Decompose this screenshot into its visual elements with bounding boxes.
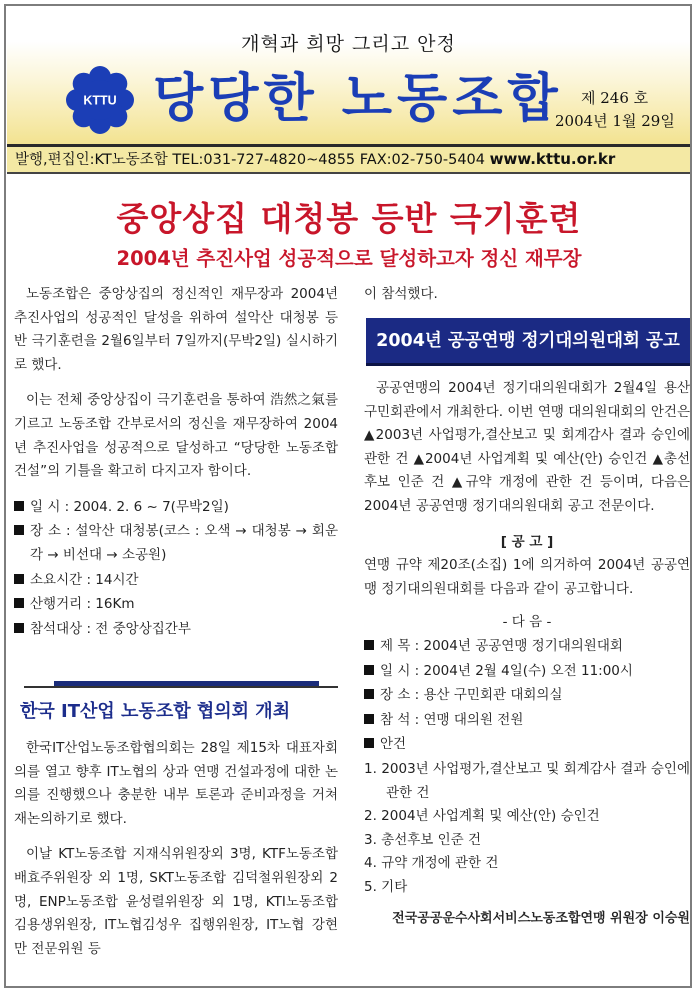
agenda-item: 3. 총선후보 인준 건 [364,831,482,848]
publisher-bar [7,147,690,174]
it-article-heading: 한국 IT산업 노동조합 협의회 개최 [20,701,291,722]
detail-item: 장 소 : 설악산 대청봉(코스 : 오색 → 대청봉 → 회운각 → 비선대 → 소공원) [14,520,338,567]
masthead-title: 당당한 노동조합 [153,69,563,129]
notice-label: [ 공 고 ] [500,533,554,550]
detail-item: 산행거리 : 16Km [14,593,338,617]
publisher-info: 발행,편집인:KT노동조합 TEL:031-727-4820~4855 FAX:02-750-5404 [15,152,486,168]
square-bullet-icon [364,665,374,675]
square-bullet-icon [364,689,374,699]
it-article-body [14,737,338,973]
notice-text: 연맹 규약 제20조(소집) 1에 의거하여 2004년 공공연맹 정기대의원대회를 다음과 같이 공고합니다. [364,557,690,597]
notice-items [364,635,690,757]
agenda-item: 2. 2004년 사업계획 및 예산(안) 승인건 [364,808,600,825]
subheadline: 2004년 추진사업 성공적으로 달성하고자 정신 재무장 [116,247,582,270]
notice-heading: 2004년 공공연맹 정기대의원대회 공고 [366,318,690,366]
article-paragraph: 노동조합은 중앙상집의 정신적인 재무장과 2004년 추진사업의 성공적인 달성을 위하여 설악산 대청봉 등반 극기훈련을 2월6일부터 7일까지(무박2일) 실시하기로 했다. [14,286,338,373]
newsletter-header [7,7,690,147]
signature: 전국공공운수사회서비스노동조합연맹 위원장 이승원 [392,911,690,927]
detail-item: 일 시 : 2004. 2. 6 ~ 7(무박2일) [14,496,338,520]
notice-intro: 공공연맹의 2004년 정기대의원대회가 2월4일 용산 구민회관에서 개최한다. 이번 연맹 대의원대회의 안건은 ▲2003년 사업평가,결산보고 및 회계감사 결과 승인에 관한 건 ▲2004년 사업계획 및 예산(안) 승인건 ▲총선후보 인준 건 ▲규약 개정에 관한 건 등이며, 다음은 2004년 공공연맹 정기대의원대회 공고 전문이다. [364,380,690,514]
square-bullet-icon [14,598,24,608]
training-details [14,496,338,642]
article-paragraph: 한국IT산업노동조합협의회는 28일 제15차 대표자회의를 열고 향후 IT노협의 상과 연맹 건설과정에 대한 논의를 진행했으나 충분한 내부 토론과 준비과정을 거쳐 재논의하기로 했다. [14,740,338,827]
notice-item: 장 소 : 용산 구민회관 대회의실 [364,684,690,708]
section-divider [24,686,338,688]
agenda-item: 1. 2003년 사업평가,결산보고 및 회계감사 결과 승인에 관한 건 [364,760,690,801]
notice-item: 참 석 : 연맹 대의원 전원 [364,709,690,733]
issue-number: 제 246 호 [581,89,649,107]
square-bullet-icon [364,640,374,650]
logo-text: KTTU [83,93,117,108]
continuation-text: 이 참석했다. [364,286,438,302]
agenda-list [364,758,690,900]
agenda-item: 5. 기타 [364,878,408,895]
headline: 중앙상집 대청봉 등반 극기훈련 [116,199,582,238]
left-column [14,283,338,642]
issue-date: 2004년 1월 29일 [555,112,675,130]
square-bullet-icon [14,525,24,535]
next-label: - 다 음 - [502,614,552,631]
section-divider-accent [54,681,319,686]
article-paragraph: 이는 전체 중앙상집이 극기훈련을 통하여 浩然之氣를 기르고 노동조합 간부로서의 정신을 재무장하여 2004년 추진사업을 성공적으로 달성하고 “당당한 노동조합 건설”의 기틀을 확고히 다지고자 함이다. [14,392,338,480]
article-paragraph: 이날 KT노동조합 지재식위원장외 3명, KTF노동조합 배효주위원장 외 1명, SKT노동조합 김덕철위원장외 2명, ENP노동조합 윤성렬위원장 외 1명, KTI노동조합 김용생위원장, IT노협김성우 집행위원장, IT노협 강현만 전문위원 등 [14,846,338,957]
square-bullet-icon [14,623,24,633]
website-link[interactable]: www.kttu.or.kr [489,150,616,168]
square-bullet-icon [364,714,374,724]
square-bullet-icon [14,501,24,511]
kttu-logo-icon [65,65,135,135]
square-bullet-icon [14,574,24,584]
notice-body [364,377,690,931]
detail-item: 참석대상 : 전 중앙상집간부 [14,618,338,642]
notice-item: 일 시 : 2004년 2월 4일(수) 오전 11:00시 [364,660,690,684]
notice-item: 제 목 : 2004년 공공연맹 정기대의원대회 [364,635,690,659]
agenda-item: 4. 규약 개정에 관한 건 [364,855,499,872]
slogan: 개혁과 희망 그리고 안정 [241,33,456,55]
square-bullet-icon [364,738,374,748]
right-column [364,283,690,307]
detail-item: 소요시간 : 14시간 [14,569,338,593]
notice-item: 안건 [364,733,690,757]
